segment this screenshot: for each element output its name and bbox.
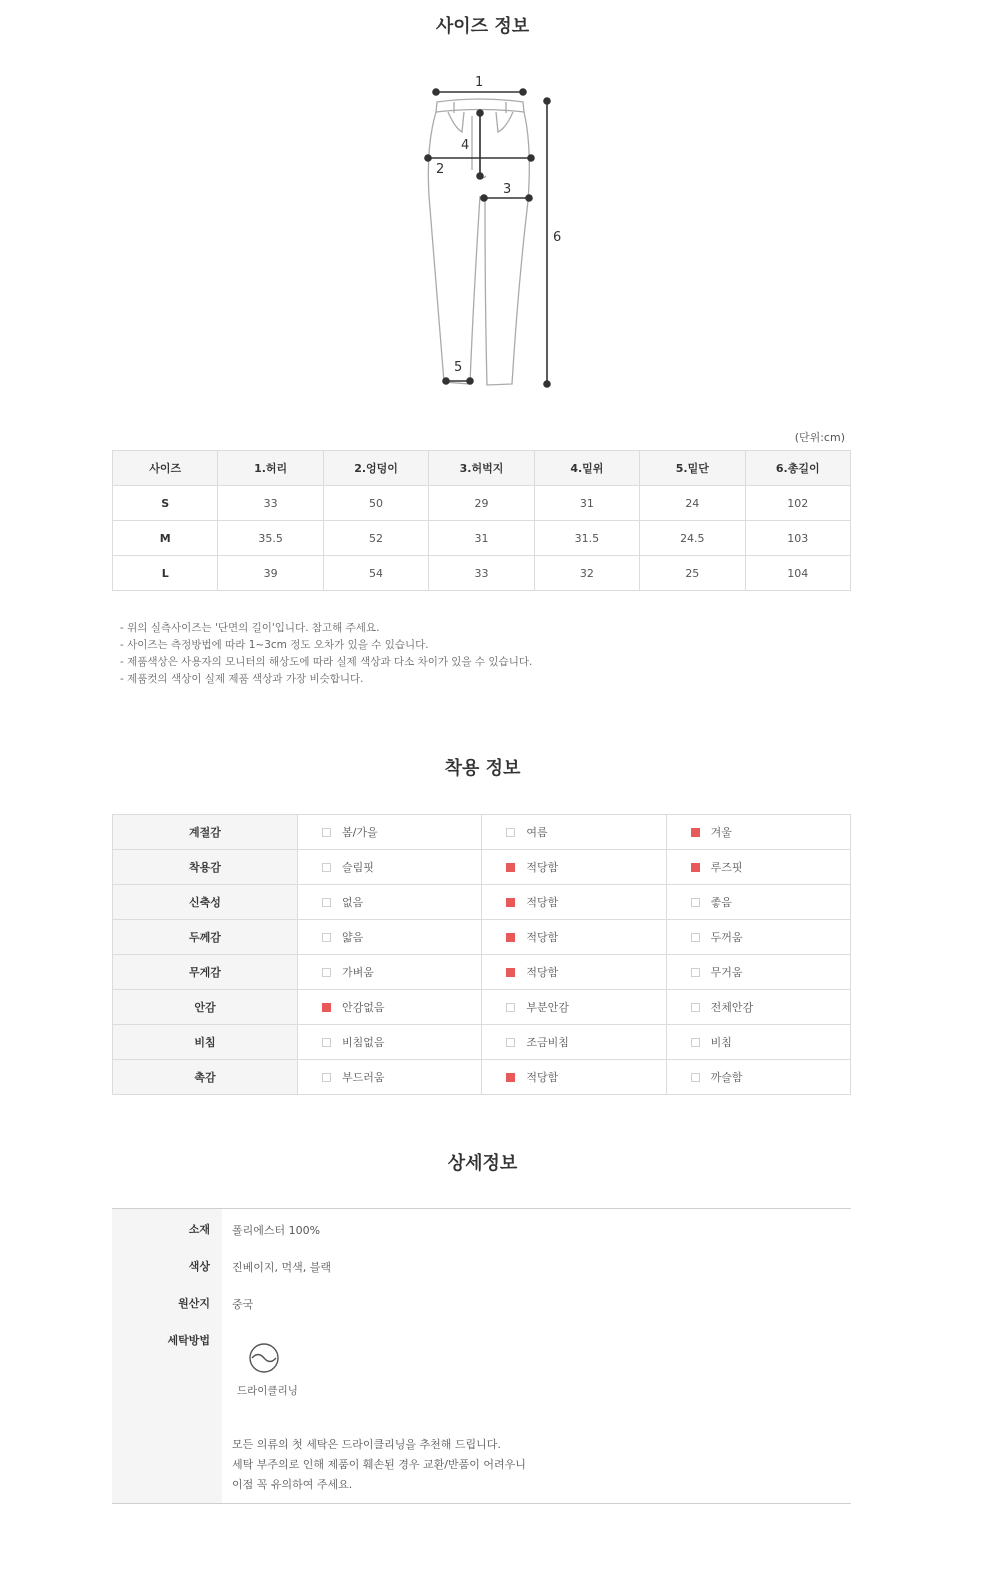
size-info-title: 사이즈 정보 <box>435 16 530 37</box>
table-cell: 31 <box>534 486 639 521</box>
origin-label: 원산지 <box>178 1297 210 1310</box>
diagram-label-1: 1 <box>475 75 484 90</box>
size-table-header-row <box>113 451 851 486</box>
table-row <box>113 556 851 591</box>
table-cell: 52 <box>323 521 428 556</box>
table-cell: 102 <box>745 486 850 521</box>
wear-option-label: 없음 <box>342 896 364 909</box>
wear-option <box>482 920 666 955</box>
wear-option <box>298 1060 482 1095</box>
table-cell: 24 <box>640 486 745 521</box>
wash-note-line: 모든 의류의 첫 세탁은 드라이클리닝을 추천해 드립니다. <box>232 1438 501 1451</box>
unchecked-box-icon <box>691 968 700 977</box>
thigh-col-header: 3.허벅지 <box>429 451 534 486</box>
wear-option <box>666 990 850 1025</box>
table-cell: 25 <box>640 556 745 591</box>
wear-option-label: 적당함 <box>526 861 559 874</box>
wear-option-label: 조금비침 <box>526 1036 569 1049</box>
table-cell: 32 <box>534 556 639 591</box>
checked-box-icon <box>322 1003 331 1012</box>
checked-box-icon <box>691 863 700 872</box>
pants-outline-icon <box>428 99 529 385</box>
unchecked-box-icon <box>322 898 331 907</box>
detail-info-panel <box>112 1208 851 1504</box>
wear-option-label: 겨울 <box>710 826 732 839</box>
unit-label: (단위:cm) <box>794 431 845 444</box>
table-cell: 31 <box>429 521 534 556</box>
material-label: 소재 <box>188 1223 210 1236</box>
wear-row <box>113 815 851 850</box>
wear-option-label: 비침없음 <box>342 1036 385 1049</box>
wear-option-label: 부드러움 <box>342 1071 385 1084</box>
wear-option-label: 가벼움 <box>342 966 374 979</box>
wear-option-label: 적당함 <box>526 1071 559 1084</box>
wear-row <box>113 1060 851 1095</box>
checked-box-icon <box>506 933 515 942</box>
wear-row <box>113 850 851 885</box>
note-item: - 제품색상은 사용자의 모니터의 해상도에 따라 실제 색상과 다소 차이가 있을 수 있습니다. <box>120 656 533 668</box>
wear-category: 착용감 <box>113 850 298 885</box>
hip-col-header: 2.엉덩이 <box>323 451 428 486</box>
wear-option-label: 적당함 <box>526 966 559 979</box>
wear-option <box>298 815 482 850</box>
wear-category: 비침 <box>113 1025 298 1060</box>
wear-category: 계절감 <box>113 815 298 850</box>
wash-note-line: 이점 꼭 유의하여 주세요. <box>232 1478 353 1491</box>
note-item: - 사이즈는 측정방법에 따라 1~3cm 정도 오차가 있을 수 있습니다. <box>120 639 429 651</box>
diagram-label-5: 5 <box>454 360 463 375</box>
color-label: 색상 <box>188 1260 210 1273</box>
wear-option <box>482 1025 666 1060</box>
origin-value: 중국 <box>232 1298 254 1311</box>
dry-clean-label: 드라이클리닝 <box>237 1385 298 1397</box>
waist-col-header: 1.허리 <box>218 451 323 486</box>
table-cell: 33 <box>429 556 534 591</box>
diagram-label-3: 3 <box>503 182 512 197</box>
table-cell: 24.5 <box>640 521 745 556</box>
unchecked-box-icon <box>322 1038 331 1047</box>
table-cell: 50 <box>323 486 428 521</box>
table-cell: 103 <box>745 521 850 556</box>
detail-labels-column <box>112 1209 222 1503</box>
wear-category: 신축성 <box>113 885 298 920</box>
table-cell: 39 <box>218 556 323 591</box>
wear-option-label: 부분안감 <box>526 1001 569 1014</box>
diagram-label-4: 4 <box>461 138 470 153</box>
unchecked-box-icon <box>322 828 331 837</box>
wear-option-label: 적당함 <box>526 896 559 909</box>
wash-note-line: 세탁 부주의로 인해 제품이 훼손된 경우 교환/반품이 어려우니 <box>232 1458 526 1471</box>
note-item: - 위의 실측사이즈는 '단면의 길이'입니다. 참고해 주세요. <box>120 622 380 634</box>
table-cell: 54 <box>323 556 428 591</box>
detail-values-column <box>222 1209 851 1503</box>
table-cell: 33 <box>218 486 323 521</box>
wear-option <box>298 955 482 990</box>
unchecked-box-icon <box>506 828 515 837</box>
size-notes <box>120 620 532 688</box>
wear-option <box>482 990 666 1025</box>
wear-row <box>113 920 851 955</box>
unchecked-box-icon <box>691 933 700 942</box>
wear-category: 촉감 <box>113 1060 298 1095</box>
wear-option-label: 전체안감 <box>710 1001 754 1014</box>
wear-option-label: 슬림핏 <box>342 861 374 874</box>
unchecked-box-icon <box>691 1003 700 1012</box>
wear-option-label: 좋음 <box>710 896 732 909</box>
detail-info-title: 상세정보 <box>447 1153 518 1174</box>
table-cell: 29 <box>429 486 534 521</box>
unchecked-box-icon <box>322 863 331 872</box>
wear-option <box>482 850 666 885</box>
wear-option <box>482 955 666 990</box>
checked-box-icon <box>506 863 515 872</box>
wear-option <box>666 850 850 885</box>
wear-option <box>298 885 482 920</box>
wear-info-title: 착용 정보 <box>444 758 521 779</box>
wear-option <box>482 1060 666 1095</box>
unchecked-box-icon <box>506 1003 515 1012</box>
checked-box-icon <box>506 898 515 907</box>
wear-option-label: 봄/가을 <box>342 826 378 839</box>
wear-row <box>113 1025 851 1060</box>
wear-option-label: 얇음 <box>342 931 364 944</box>
diagram-label-2: 2 <box>436 162 445 177</box>
wear-option <box>298 920 482 955</box>
wear-row <box>113 990 851 1025</box>
checked-box-icon <box>691 828 700 837</box>
wear-option-label: 적당함 <box>526 931 559 944</box>
hem-col-header: 5.밑단 <box>640 451 745 486</box>
material-value: 폴리에스터 100% <box>232 1224 321 1237</box>
wear-option <box>666 815 850 850</box>
wear-option <box>482 815 666 850</box>
table-cell: 104 <box>745 556 850 591</box>
checked-box-icon <box>506 968 515 977</box>
wash-note <box>232 1435 526 1495</box>
unchecked-box-icon <box>691 1038 700 1047</box>
color-value: 진베이지, 먹색, 블랙 <box>232 1261 331 1274</box>
wear-category: 두께감 <box>113 920 298 955</box>
measurement-lines <box>425 89 550 387</box>
unchecked-box-icon <box>322 968 331 977</box>
wear-option-label: 루즈핏 <box>710 861 743 874</box>
table-cell: S <box>113 486 218 521</box>
length-col-header: 6.총길이 <box>745 451 850 486</box>
table-row <box>113 521 851 556</box>
wear-option <box>298 850 482 885</box>
wear-option <box>666 1060 850 1095</box>
unchecked-box-icon <box>322 1073 331 1082</box>
wear-option-label: 안감없음 <box>342 1001 385 1014</box>
wear-option-label: 무거움 <box>710 966 743 979</box>
wear-option <box>666 955 850 990</box>
size-col-header: 사이즈 <box>113 451 218 486</box>
wear-option-label: 비침 <box>710 1036 732 1049</box>
unchecked-box-icon <box>322 933 331 942</box>
wear-row <box>113 955 851 990</box>
wear-category: 무게감 <box>113 955 298 990</box>
wear-option <box>666 1025 850 1060</box>
wear-option-label: 여름 <box>526 826 548 839</box>
wear-option <box>298 990 482 1025</box>
wash-method-label: 세탁방법 <box>167 1334 210 1347</box>
table-cell: 35.5 <box>218 521 323 556</box>
wear-option <box>666 885 850 920</box>
wear-category: 안감 <box>113 990 298 1025</box>
checked-box-icon <box>506 1073 515 1082</box>
dry-clean-icon <box>248 1342 280 1374</box>
size-table <box>112 450 851 591</box>
unchecked-box-icon <box>691 1073 700 1082</box>
table-row <box>113 486 851 521</box>
unchecked-box-icon <box>506 1038 515 1047</box>
diagram-label-6: 6 <box>553 230 562 245</box>
wear-option <box>298 1025 482 1060</box>
wear-option <box>666 920 850 955</box>
pants-measurement-diagram <box>410 66 580 396</box>
wear-info-table <box>112 814 851 1095</box>
wear-row <box>113 885 851 920</box>
wear-option-label: 까슬함 <box>710 1071 743 1084</box>
rise-col-header: 4.밑위 <box>534 451 639 486</box>
table-cell: L <box>113 556 218 591</box>
table-cell: 31.5 <box>534 521 639 556</box>
wear-option-label: 두꺼움 <box>710 931 743 944</box>
note-item: - 제품컷의 색상이 실제 제품 색상과 가장 비슷합니다. <box>120 673 364 685</box>
unchecked-box-icon <box>691 898 700 907</box>
table-cell: M <box>113 521 218 556</box>
wear-option <box>482 885 666 920</box>
